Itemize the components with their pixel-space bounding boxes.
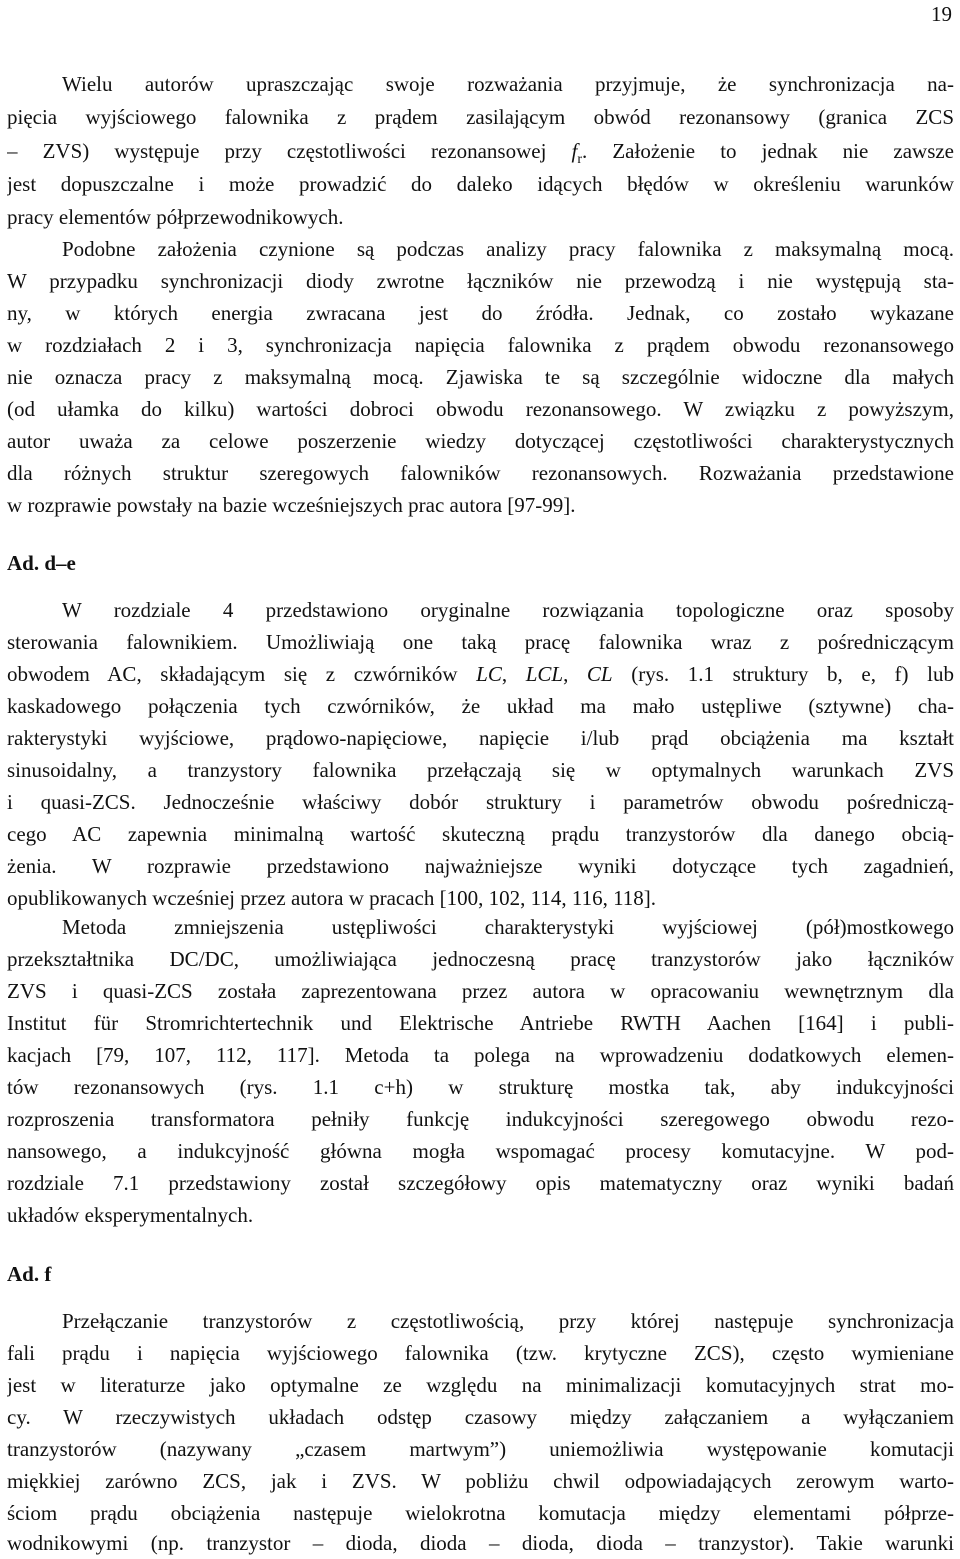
para2-line: W przypadku synchronizacji diody zwrotne łączników nie przewodzą i nie występują sta- (7, 269, 954, 293)
para3-line: sterowania falownikiem. Umożliwiają one taką pracę falownika wraz z pośredniczącym (7, 630, 954, 654)
para5-line: fali prądu i napięcia wyjściowego falownika (tzw. krytyczne ZCS), często wymieniane (7, 1341, 954, 1365)
symbol-f: f (571, 139, 578, 163)
para4-line: tów rezonansowych (rys. 1.1 c+h) w strukturę mostka tak, aby indukcyjności (7, 1075, 954, 1099)
para4-line: kacjach [79, 107, 112, 117]. Metoda ta polega na wprowadzeniu dodatkowych elemen- (7, 1043, 954, 1067)
para3-line: sinusoidalny, a tranzystory falownika przełączają się w optymalnych warunkach ZVS (7, 758, 954, 782)
para5-line: Przełączanie tranzystorów z częstotliwością, przy której następuje synchronizacja (62, 1309, 954, 1333)
para2-line: w rozprawie powstały na bazie wcześniejszych prac autora [97-99]. (7, 493, 576, 517)
para4-line: przekształtnika DC/DC, umożliwiająca jednoczesną pracę tranzystorów jako łączników (7, 947, 954, 971)
para4-line: rozproszenia transformatora pełniły funkcję indukcyjności szeregowego obwodu rezo- (7, 1107, 954, 1131)
para2-line: ny, w których energia zwracana jest do źródła. Jednak, co zostało wykazane (7, 301, 954, 325)
quadripole-lcl: LCL (525, 662, 564, 686)
para3-line: i quasi-ZCS. Jednocześnie właściwy dobór struktury i parametrów obwodu pośredniczą- (7, 790, 954, 814)
para5-line: cy. W rzeczywistych układach odstęp czasowy między załączaniem a wyłączaniem (7, 1405, 954, 1429)
para2-line: (od ułamka do kilku) wartości dobroci obwodu rezonansowego. W związku z powyższym, (7, 397, 954, 421)
para1-line-part: . Założenie to jednak nie zawsze (582, 139, 954, 163)
para2-line: dla różnych struktur szeregowych falowników rezonansowych. Rozważania przedstawione (7, 461, 954, 485)
para1-line (7, 135, 954, 167)
para5-line: tranzystorów (nazywany „czasem martwym”) uniemożliwia występowanie komutacji (7, 1437, 954, 1461)
para1-line: pięcia wyjściowego falownika z prądem zasilającym obwód rezonansowy (granica ZCS (7, 105, 954, 129)
para4-line: ZVS i quasi-ZCS została zaprezentowana przez autora w opracowaniu wewnętrznym dla (7, 979, 954, 1003)
para3-line-part: obwodem AC, składającym się z czwórników (7, 662, 477, 686)
para5-line: jest w literaturze jako optymalne ze względu na minimalizacji komutacyjnych strat mo- (7, 1373, 954, 1397)
separator: , (501, 662, 526, 686)
para3-line: rakterystyki wyjściowe, prądowo-napięciowe, napięcie i/lub prąd obciążenia ma kształt (7, 726, 954, 750)
para2-line: nie oznacza pracy z maksymalną mocą. Zjawiska te są szczególnie widoczne dla małych (7, 365, 954, 389)
para3-line: W rozdziale 4 przedstawiono oryginalne rozwiązania topologiczne oraz sposoby (62, 598, 954, 622)
section-heading-f: Ad. f (7, 1262, 52, 1286)
para4-line: Institut für Stromrichtertechnik und Elektrische Antriebe RWTH Aachen [164] i publi- (7, 1011, 954, 1035)
para1-line-part: – ZVS) występuje przy częstotliwości rezonansowej (7, 139, 547, 163)
para2-line: Podobne założenia czynione są podczas analizy pracy falownika z maksymalną mocą. (62, 237, 954, 261)
para2-line: autor uważa za celowe poszerzenie wiedzy dotyczącej częstotliwości charakterystycznych (7, 429, 954, 453)
para3-line (7, 658, 954, 690)
subscript-r: r (577, 152, 583, 167)
para4-line: układów eksperymentalnych. (7, 1203, 254, 1227)
para5-line: wodnikowymi (np. tranzystor – dioda, dioda – dioda, dioda – tranzystor). Takie warunki (7, 1531, 954, 1555)
section-heading-de: Ad. d–e (7, 551, 76, 575)
para3-line: żenia. W rozprawie przedstawiono najważniejsze wyniki dotyczące tych zagadnień, (7, 854, 954, 878)
para4-line: nansowego, a indukcyjność główna mogła wspomagać procesy komutacyjne. W pod- (7, 1139, 954, 1163)
para3-line: cego AC zapewnia minimalną wartość skuteczną prądu tranzystorów dla danego obcią- (7, 822, 954, 846)
para3-line: opublikowanych wcześniej przez autora w pracach [100, 102, 114, 116, 118]. (7, 886, 657, 910)
para3-line: kaskadowego połączenia tych czwórników, że układ ma mało ustępliwe (sztywne) cha- (7, 694, 954, 718)
para1-line: jest dopuszczalne i może prowadzić do daleko idących błędów w określeniu warunków (7, 172, 954, 196)
separator: , (563, 662, 587, 686)
para4-line: rozdziale 7.1 przedstawiony został szczegółowy opis matematyczny oraz wyniki badań (7, 1171, 954, 1195)
para4-line: Metoda zmniejszenia ustępliwości charakterystyki wyjściowej (pół)mostkowego (62, 915, 954, 939)
quadripole-cl: CL (586, 662, 613, 686)
para1-line: pracy elementów półprzewodnikowych. (7, 205, 344, 229)
para3-line-part: (rys. 1.1 struktury b, e, f) lub (612, 662, 954, 686)
para2-line: w rozdziałach 2 i 3, synchronizacja napięcia falownika z prądem obwodu rezonansowego (7, 333, 954, 357)
para1-line: Wielu autorów upraszczając swoje rozważania przyjmuje, że synchronizacja na- (62, 72, 954, 96)
para5-line: miękkiej zarówno ZCS, jak i ZVS. W pobliżu chwil odpowiadających zerowym warto- (7, 1469, 954, 1493)
page-number: 19 (931, 2, 952, 26)
quadripole-lc: LC (476, 662, 502, 686)
para5-line: ściom prądu obciążenia następuje wielokrotna komutacja między elementami półprze- (7, 1501, 954, 1525)
